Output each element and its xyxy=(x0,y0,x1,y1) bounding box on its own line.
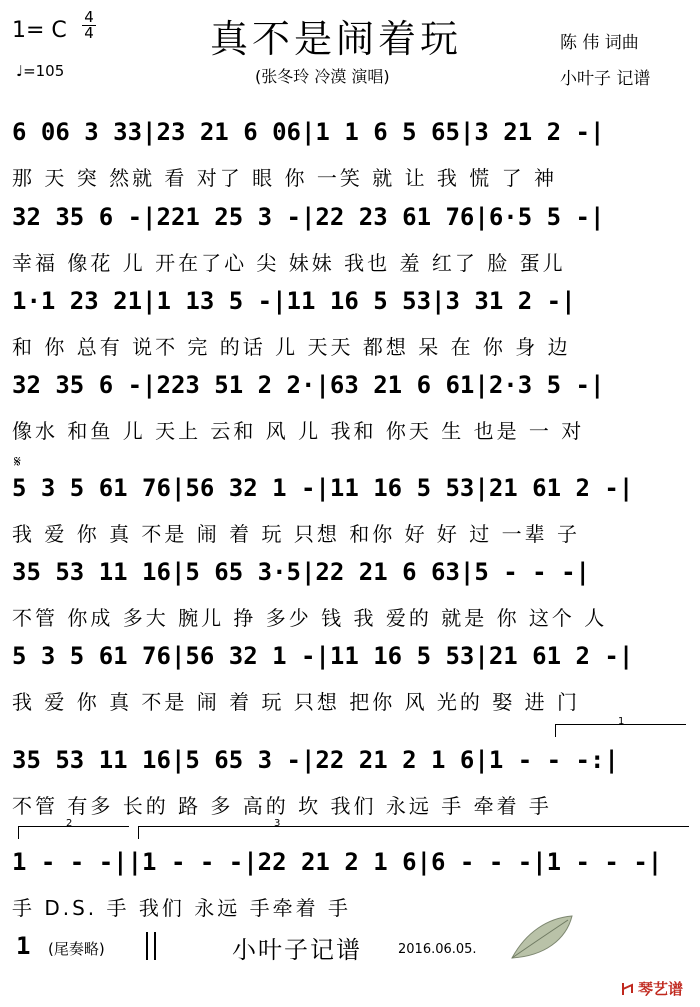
watermark-logo xyxy=(620,978,683,999)
song-title: 真不是闹着玩 xyxy=(210,17,463,61)
notes-line-5: 5 3 5 61 76|56 32 1 -|11 16 5 53|21 61 2 -| xyxy=(12,474,634,502)
lyrics-line-7: 我 爱 你 真 不是 闹 着 玩 只想 把你 风 光的 娶 进 门 xyxy=(12,690,581,714)
score-line-7 xyxy=(12,642,692,722)
key-signature: 1= C xyxy=(12,18,67,43)
meter-bottom: 4 xyxy=(84,24,94,42)
score-line-6 xyxy=(12,558,692,638)
notes-line-9: 1 - - -||1 - - -|22 21 2 1 6|6 - - -|1 - - -| xyxy=(12,848,663,876)
score-line-5 xyxy=(12,474,692,554)
lyrics-line-6: 不管 你成 多大 腕儿 挣 多少 钱 我 爱的 就是 你 这个 人 xyxy=(12,606,608,630)
transcriber-credit: 小叶子 记谱 xyxy=(560,69,651,89)
lyrics-line-9: 手 D.S. 手 我们 永远 手牵着 手 xyxy=(12,896,351,920)
meter-top: 4 xyxy=(84,8,94,26)
watermark-text: 琴艺谱 xyxy=(638,980,684,998)
lyrics-line-3: 和 你 总有 说不 完 的话 儿 天天 都想 呆 在 你 身 边 xyxy=(12,335,571,359)
volta-number-3: 3 xyxy=(274,818,281,829)
ending-text: (尾奏略) xyxy=(48,940,105,958)
date-stamp: 2016.06.05. xyxy=(398,942,477,957)
notes-line-3: 1·1 23 21|1 13 5 -|11 16 5 53|3 31 2 -| xyxy=(12,287,576,315)
lyrics-line-8: 不管 有多 长的 路 多 高的 坎 我们 永远 手 牵着 手 xyxy=(12,794,552,818)
score-line-3 xyxy=(12,287,692,367)
score-line-8 xyxy=(12,746,692,826)
music-note-icon xyxy=(620,981,636,997)
signature: 小叶子记谱 xyxy=(232,936,362,964)
tempo-marking: ♩=105 xyxy=(16,62,65,80)
score-line-2 xyxy=(12,203,692,283)
lyrics-line-5: 我 爱 你 真 不是 闹 着 玩 只想 和你 好 好 过 一辈 子 xyxy=(12,522,581,546)
volta-number-1: 1 xyxy=(618,716,625,727)
leaf-icon xyxy=(508,912,576,962)
lyricist-credit: 陈 伟 词曲 xyxy=(560,33,639,53)
notes-line-1: 6 06 3 33|23 21 6 06|1 1 6 5 65|3 21 2 -| xyxy=(12,118,605,146)
ending-note: 1 xyxy=(16,932,31,960)
volta-number-2: 2 xyxy=(66,818,73,829)
notes-line-2: 32 35 6 -|221 25 3 -|22 23 61 76|6·5 5 -| xyxy=(12,203,605,231)
notes-line-4: 32 35 6 -|223 51 2 2·|63 21 6 61|2·3 5 -| xyxy=(12,371,605,399)
time-signature xyxy=(82,10,96,41)
notes-line-8: 35 53 11 16|5 65 3 -|22 21 2 1 6|1 - - -:| xyxy=(12,746,619,774)
score-line-1 xyxy=(12,118,692,198)
segno-sign: 𝄋 xyxy=(14,452,21,471)
final-barline xyxy=(146,932,156,960)
volta-bracket-2 xyxy=(18,826,129,839)
volta-bracket-3 xyxy=(138,826,689,839)
lyrics-line-1: 那 天 突 然就 看 对了 眼 你 一笑 就 让 我 慌 了 神 xyxy=(12,166,558,190)
performers: (张冬玲 冷漠 演唱) xyxy=(255,67,390,86)
lyrics-line-2: 幸福 像花 儿 开在了心 尖 妹妹 我也 羞 红了 脸 蛋儿 xyxy=(12,251,566,275)
notes-line-6: 35 53 11 16|5 65 3·5|22 21 6 63|5 - - -| xyxy=(12,558,590,586)
score-line-4 xyxy=(12,371,692,451)
score-line-9 xyxy=(12,848,692,928)
notes-line-7: 5 3 5 61 76|56 32 1 -|11 16 5 53|21 61 2 -| xyxy=(12,642,634,670)
lyrics-line-4: 像水 和鱼 儿 天上 云和 风 儿 我和 你天 生 也是 一 对 xyxy=(12,419,585,443)
